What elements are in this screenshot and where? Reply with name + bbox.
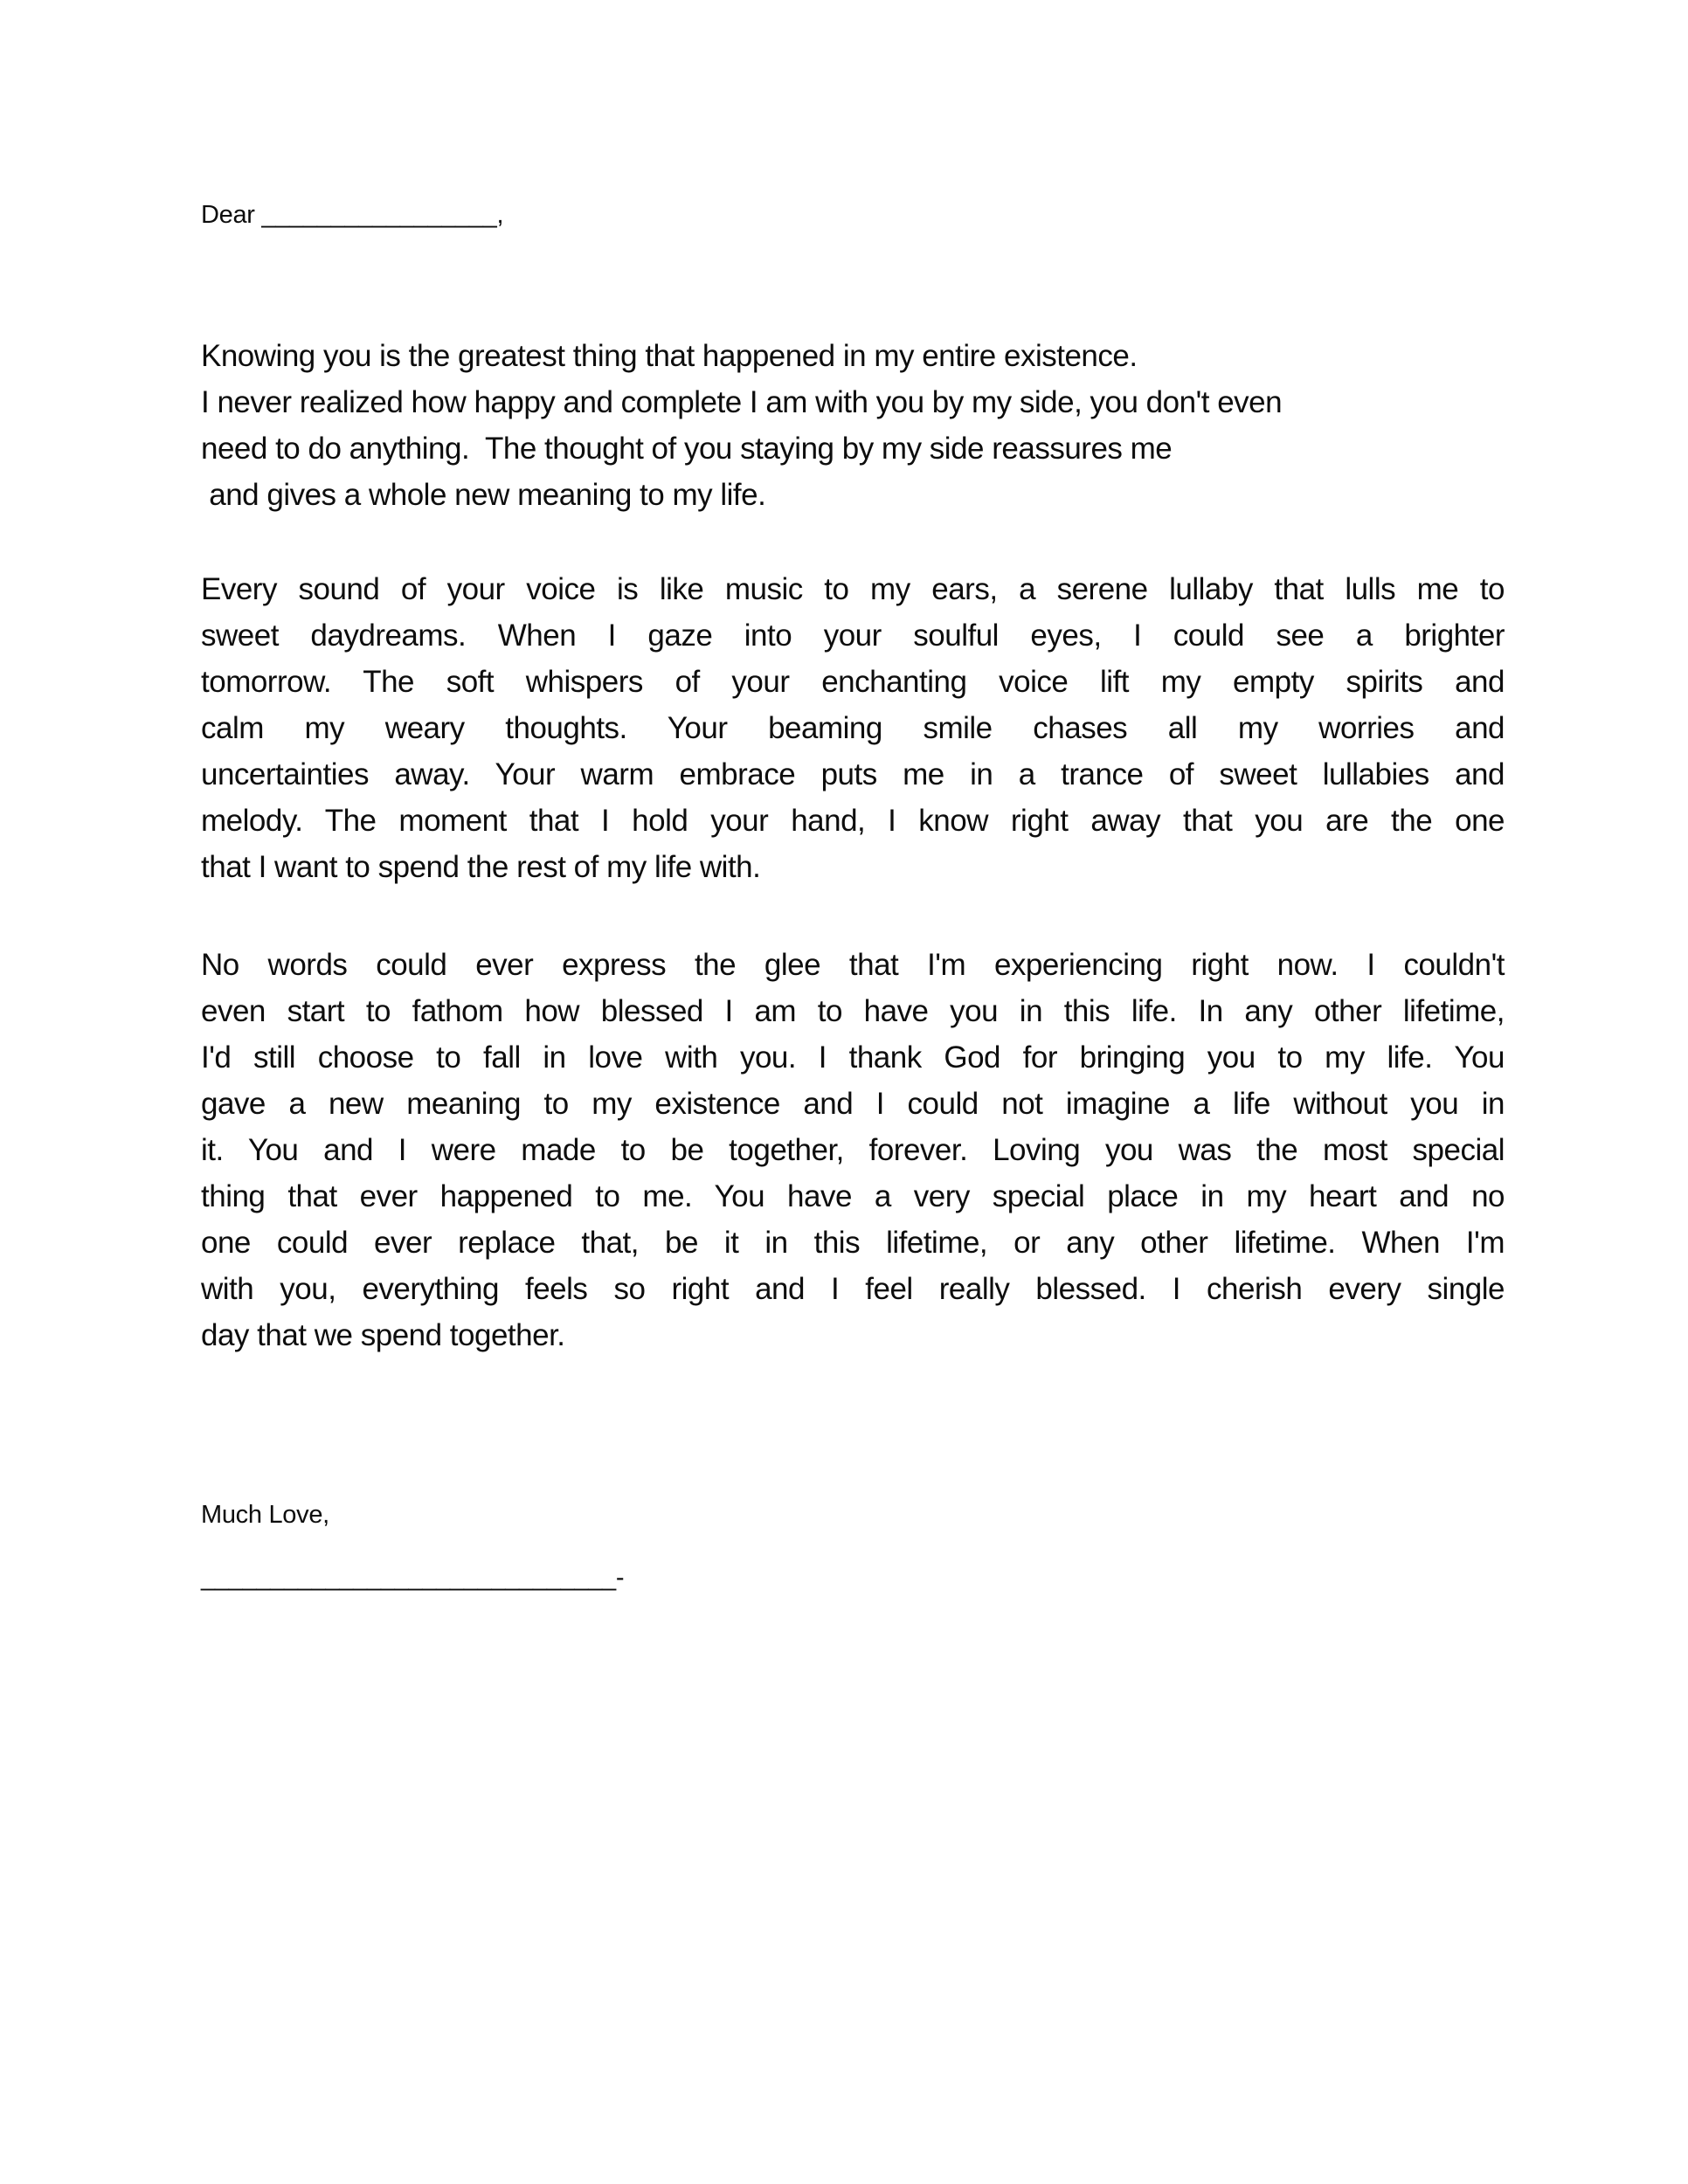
paragraph-3-line: gave a new meaning to my existence and I could not imagine a life without you in <box>201 1087 1505 1121</box>
paragraph-2-line: melody. The moment that I hold your hand, I know right away that you are the one <box>201 804 1505 838</box>
paragraph-3-line: it. You and I were made to be together, forever. Loving you was the most special <box>201 1133 1505 1167</box>
paragraph-3-line: thing that ever happened to me. You have a very special place in my heart and no <box>201 1179 1505 1213</box>
paragraph-3-line: one could ever replace that, be it in this lifetime, or any other lifetime. When I'm <box>201 1226 1505 1260</box>
paragraph-1-line: Knowing you is the greatest thing that happened in my entire existence. <box>201 339 1138 373</box>
paragraph-3-line: with you, everything feels so right and I feel really blessed. I cherish every single <box>201 1272 1505 1306</box>
paragraph-2-line: calm my weary thoughts. Your beaming smile chases all my worries and <box>201 711 1505 745</box>
paragraph-3-line: even start to fathom how blessed I am to have you in this life. In any other lifetime, <box>201 994 1505 1028</box>
paragraph-3-line: I'd still choose to fall in love with you. I thank God for bringing you to my life. You <box>201 1040 1505 1075</box>
salutation: Dear _________________, <box>201 201 504 229</box>
paragraph-2-line: uncertainties away. Your warm embrace puts me in a trance of sweet lullabies and <box>201 757 1505 791</box>
paragraph-1-line: and gives a whole new meaning to my life. <box>201 478 766 512</box>
paragraph-1-line: need to do anything. The thought of you staying by my side reassures me <box>201 432 1173 466</box>
paragraph-3-line: No words could ever express the glee that I'm experiencing right now. I couldn't <box>201 948 1505 982</box>
paragraph-2-line: Every sound of your voice is like music to my ears, a serene lullaby that lulls me to <box>201 572 1505 606</box>
paragraph-3-line: day that we spend together. <box>201 1318 565 1352</box>
paragraph-2-line: sweet daydreams. When I gaze into your soulful eyes, I could see a brighter <box>201 619 1505 653</box>
paragraph-3 <box>201 942 1505 1358</box>
paragraph-2-line: that I want to spend the rest of my life with. <box>201 850 761 884</box>
paragraph-1 <box>201 333 1505 518</box>
paragraph-2-line: tomorrow. The soft whispers of your enchanting voice lift my empty spirits and <box>201 665 1505 699</box>
paragraph-1-line: I never realized how happy and complete I am with you by my side, you don't even <box>201 385 1283 419</box>
paragraph-2 <box>201 566 1505 890</box>
closing: Much Love, <box>201 1501 329 1529</box>
signature-line: ______________________________- <box>201 1564 625 1592</box>
